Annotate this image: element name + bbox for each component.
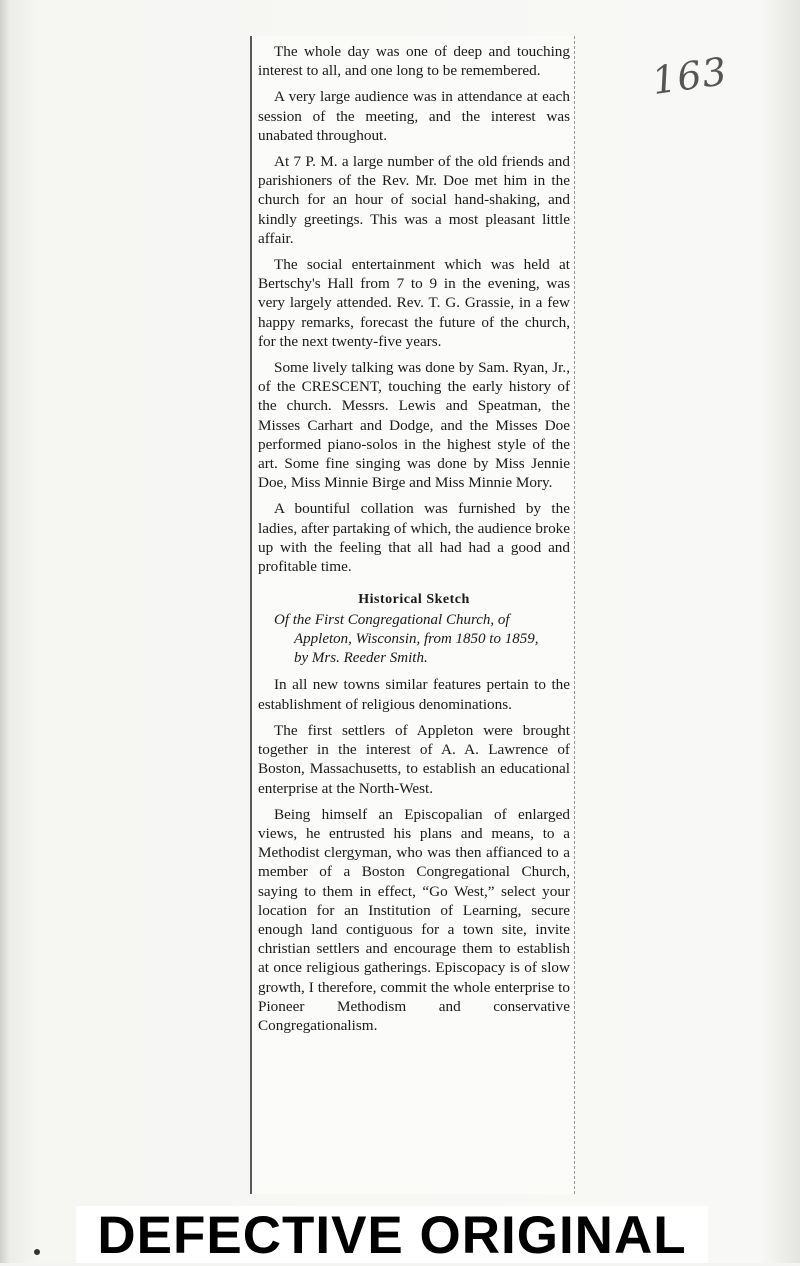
article-column bbox=[258, 42, 570, 1042]
article-paragraph-2: A very large audience was in attendance at each session of the meeting, and the interest was unabated throughout. bbox=[258, 88, 570, 144]
sketch-subtitle-line-3: by Mrs. Reeder Smith. bbox=[294, 650, 428, 667]
sketch-paragraph-1: In all new towns similar features pertain to the establishment of religious denominations. bbox=[258, 676, 570, 713]
scan-dot-mark bbox=[34, 1249, 40, 1255]
article-paragraph-4: The social entertainment which was held at Bertschy's Hall from 7 to 9 in the evening, was very largely attended. Rev. T. G. Grassie, in a few happy remarks, forecast the future of the church, for the next twenty-five years. bbox=[258, 256, 570, 350]
sketch-subtitle bbox=[258, 611, 570, 668]
sketch-paragraph-3: Being himself an Episcopalian of enlarged views, he entrusted his plans and means, to a Methodist clergyman, who was then affianced to a member of a Boston Congregational Church, saying to them in effect, “Go West,” select your location for an Institution of Learning, secure enough land contiguous for a town site, invite christian settlers and encourage them to establish at once religious gatherings. Episcopacy is of slow growth, I therefore, commit the whole enterprise to Pioneer Methodism and conservative Congregationalism. bbox=[258, 805, 570, 1034]
binder-edge bbox=[0, 0, 10, 1263]
sketch-paragraph-2: The first settlers of Appleton were brought together in the interest of A. A. Lawrence of Boston, Massachusetts, to establish an educational enterprise at the North-West. bbox=[258, 721, 570, 797]
defective-original-label: DEFECTIVE ORIGINAL bbox=[76, 1206, 708, 1263]
sketch-subtitle-line-2: Appleton, Wisconsin, from 1850 to 1859, bbox=[294, 631, 539, 648]
sketch-subtitle-line-1: Of the First Congregational Church, of bbox=[274, 612, 510, 629]
article-paragraph-5: Some lively talking was done by Sam. Ryan, Jr., of the CRESCENT, touching the early history of the church. Messrs. Lewis and Speatman, the Misses Carhart and Dodge, and the Misses Doe performed piano-solos in the highest style of the art. Some fine singing was done by Miss Jennie Doe, Miss Minnie Birge and Miss Minnie Mory. bbox=[258, 359, 570, 492]
sketch-heading: Historical Sketch bbox=[358, 592, 470, 608]
article-paragraph-3: At 7 P. M. a large number of the old friends and parishioners of the Rev. Mr. Doe met him in the church for an hour of social hand-shaking, and kindly greetings. This was a most pleasant little affair. bbox=[258, 153, 570, 247]
article-paragraph-1: The whole day was one of deep and touching interest to all, and one long to be remembered. bbox=[258, 43, 570, 80]
handwritten-page-number: 163 bbox=[649, 48, 731, 104]
article-paragraph-6: A bountiful collation was furnished by the ladies, after partaking of which, the audience broke up with the feeling that all had had a good and profitable time. bbox=[258, 500, 570, 576]
